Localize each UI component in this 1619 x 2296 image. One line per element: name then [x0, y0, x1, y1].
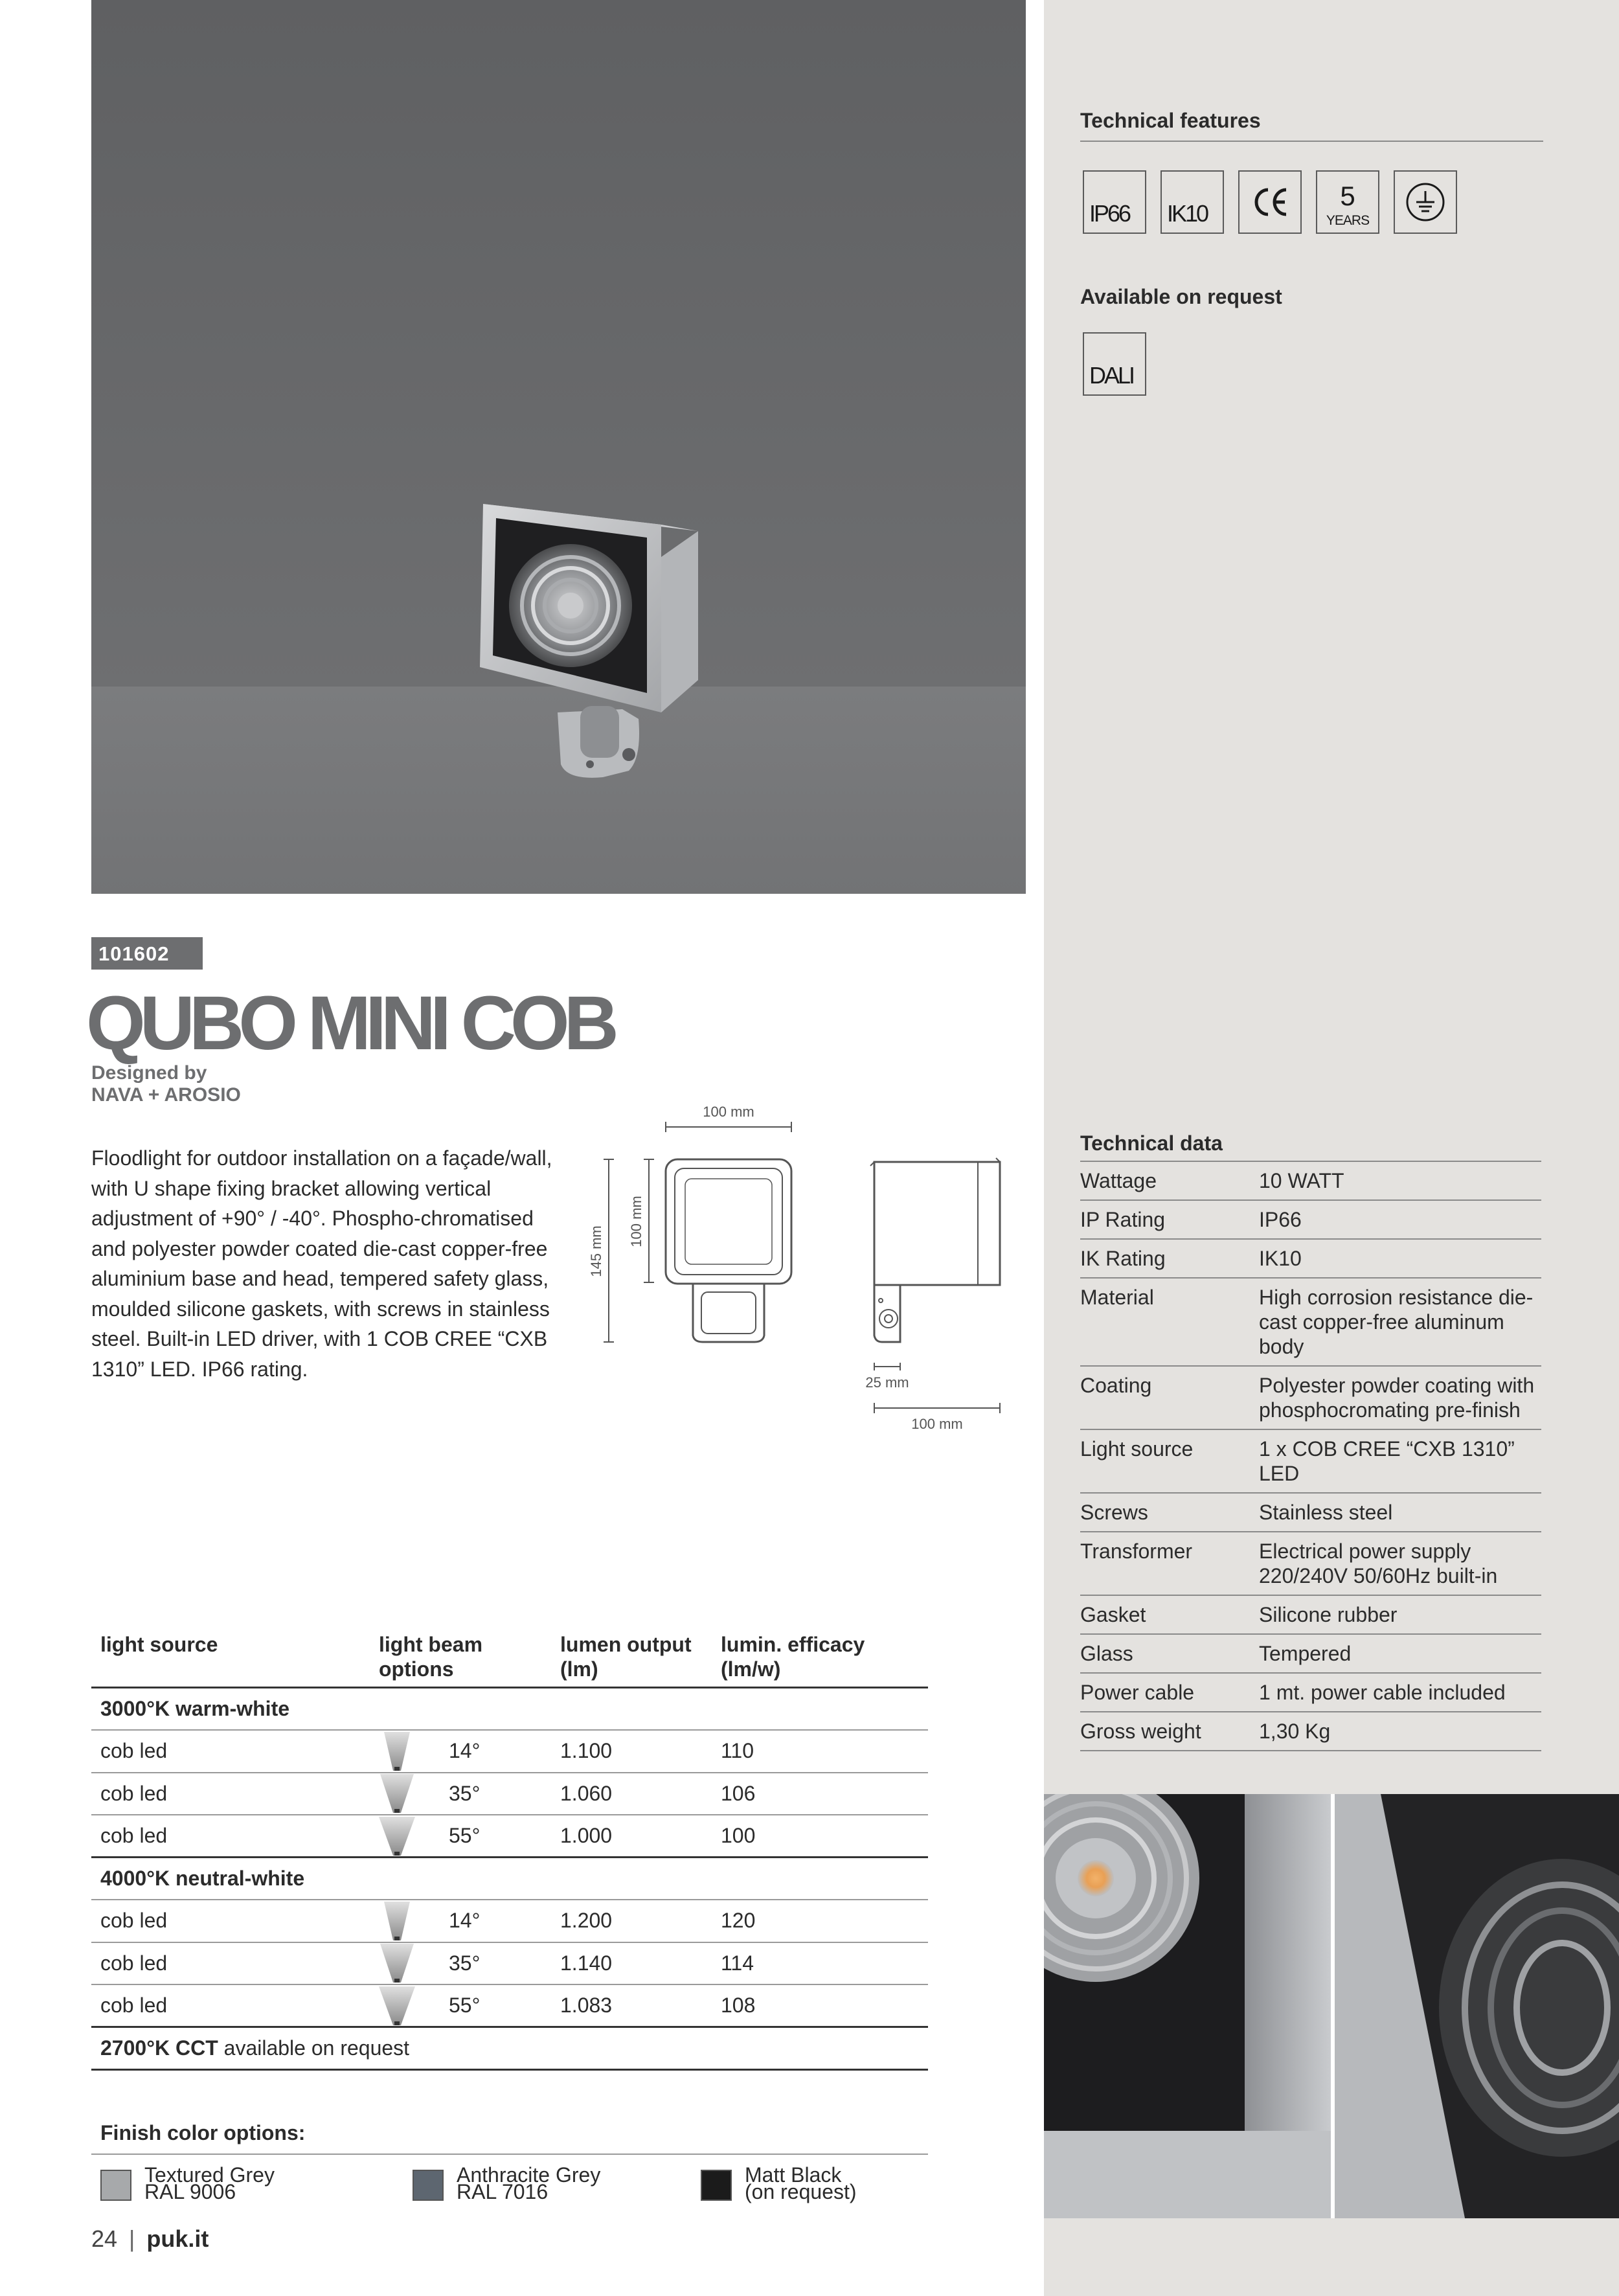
- beam-degree: 35°: [449, 1951, 481, 1975]
- beam-degree: 14°: [449, 1909, 481, 1933]
- narrow-beam-icon: [379, 1732, 415, 1771]
- finish-option-textured-grey: [100, 2163, 275, 2203]
- table-row: [1080, 1712, 1541, 1751]
- dali-badge: DALI: [1083, 332, 1146, 396]
- dim-depth-bracket: 25 mm: [865, 1374, 909, 1391]
- spec-value: Electrical power supply 220/240V 50/60Hz built-in: [1259, 1532, 1541, 1595]
- five-year-warranty-badge: 5 YEARS: [1316, 170, 1379, 234]
- spec-value: High corrosion resistance die-cast copper-free aluminum body: [1259, 1278, 1541, 1366]
- technical-data-table: [1080, 1131, 1541, 1751]
- earth-ground-icon: [1394, 170, 1457, 234]
- page-footer: [91, 2225, 209, 2253]
- spec-value: Polyester powder coating with phosphocromating pre-finish: [1259, 1366, 1541, 1429]
- spec-key: Light source: [1080, 1429, 1259, 1493]
- table-row: [1080, 1366, 1541, 1429]
- cct-note-text: available on request: [218, 2036, 410, 2060]
- spec-key: IP Rating: [1080, 1200, 1259, 1239]
- cell-beam: [370, 1984, 551, 2027]
- spec-key: Gasket: [1080, 1595, 1259, 1634]
- dim-depth-side: 100 mm: [911, 1416, 963, 1432]
- finish-divider: [91, 2154, 928, 2155]
- spec-value: Silicone rubber: [1259, 1595, 1541, 1634]
- group-row-warm: [91, 1688, 928, 1731]
- cell-source: cob led: [91, 1984, 370, 2027]
- spec-key: Glass: [1080, 1634, 1259, 1673]
- footer-separator: |: [129, 2225, 135, 2252]
- beam-degree: 55°: [449, 1824, 481, 1847]
- available-on-request-title: Available on request: [1080, 285, 1282, 308]
- table-row: [1080, 1493, 1541, 1532]
- spec-key: Gross weight: [1080, 1712, 1259, 1751]
- technical-features-title: Technical features: [1080, 109, 1261, 132]
- table-row: [1080, 1532, 1541, 1595]
- spec-value: 1,30 Kg: [1259, 1712, 1541, 1751]
- page-number: 24: [91, 2225, 118, 2252]
- spec-key: Coating: [1080, 1366, 1259, 1429]
- finish-name: Matt Black: [745, 2163, 842, 2187]
- finish-option-matt-black: [701, 2163, 857, 2203]
- table-row: [1080, 1239, 1541, 1278]
- col-header-beam: light beam options: [370, 1626, 551, 1688]
- spec-key: Wattage: [1080, 1161, 1259, 1200]
- cell-efficacy: 114: [712, 1942, 928, 1985]
- spec-value: Stainless steel: [1259, 1493, 1541, 1532]
- col-header-source: light source: [91, 1626, 370, 1688]
- cell-beam: [370, 1942, 551, 1985]
- table-row: [91, 1900, 928, 1942]
- cct-note-bold: 2700°K CCT: [100, 2036, 218, 2060]
- cell-lumen: 1.200: [551, 1900, 712, 1942]
- color-swatch: [413, 2170, 444, 2201]
- ce-mark-icon: [1238, 170, 1302, 234]
- spec-key: IK Rating: [1080, 1239, 1259, 1278]
- spec-key: Screws: [1080, 1493, 1259, 1532]
- cell-efficacy: 110: [712, 1730, 928, 1773]
- finish-option-anthracite-grey: [413, 2163, 601, 2203]
- cell-lumen: 1.000: [551, 1815, 712, 1858]
- technical-data-title: Technical data: [1080, 1131, 1541, 1161]
- ik10-badge: IK10: [1160, 170, 1224, 234]
- table-row: [1080, 1429, 1541, 1493]
- group-label: 3000°K warm-white: [91, 1688, 928, 1731]
- finish-code: RAL 9006: [144, 2180, 236, 2203]
- product-hero-photo: [91, 0, 1026, 894]
- beam-degree: 35°: [449, 1781, 481, 1805]
- designer-names: NAVA + AROSIO: [91, 1084, 241, 1106]
- beam-degree: 55°: [449, 1994, 481, 2017]
- designer-credit: [91, 1062, 241, 1106]
- cell-lumen: 1.060: [551, 1773, 712, 1815]
- cct-note-row: [91, 2027, 928, 2070]
- spec-key: Transformer: [1080, 1532, 1259, 1595]
- group-label: 4000°K neutral-white: [91, 1858, 928, 1900]
- cct-note: [91, 2027, 928, 2070]
- col-header-efficacy: lumin. efficacy (lm/w): [712, 1626, 928, 1688]
- cell-lumen: 1.140: [551, 1942, 712, 1985]
- variants-table: [91, 1626, 928, 2071]
- table-row: [91, 1942, 928, 1985]
- detail-photo-illustration: [1044, 1794, 1619, 2218]
- narrow-beam-icon: [379, 1902, 415, 1940]
- cell-beam: [370, 1730, 551, 1773]
- finish-code: RAL 7016: [457, 2180, 549, 2203]
- dim-height-head: 100 mm: [628, 1196, 644, 1247]
- table-row: [1080, 1634, 1541, 1673]
- wide-beam-icon: [379, 1986, 415, 2025]
- table-row: [1080, 1278, 1541, 1366]
- table-row: [91, 1815, 928, 1858]
- color-swatch: [100, 2170, 131, 2201]
- floodlight-illustration: [91, 0, 1026, 894]
- dim-height-total: 145 mm: [588, 1225, 604, 1277]
- group-row-neutral: [91, 1858, 928, 1900]
- website-link[interactable]: puk.it: [146, 2225, 209, 2252]
- table-row: [91, 1730, 928, 1773]
- finish-name: Textured Grey: [144, 2163, 275, 2187]
- table-row: [91, 1773, 928, 1815]
- wide-beam-icon: [379, 1817, 415, 1856]
- spec-key: Power cable: [1080, 1673, 1259, 1712]
- product-title: QUBO MINI COB: [86, 981, 613, 1066]
- cell-source: cob led: [91, 1900, 370, 1942]
- dim-width-top: 100 mm: [703, 1104, 754, 1120]
- table-row: [1080, 1161, 1541, 1200]
- table-row: [1080, 1200, 1541, 1239]
- spec-value: 1 x COB CREE “CXB 1310” LED: [1259, 1429, 1541, 1493]
- detail-photos: [1044, 1794, 1619, 2218]
- cell-beam: [370, 1900, 551, 1942]
- medium-beam-icon: [379, 1774, 415, 1813]
- cell-beam: [370, 1815, 551, 1858]
- spec-key: Material: [1080, 1278, 1259, 1366]
- dimension-drawing: [570, 1095, 1036, 1444]
- beam-degree: 14°: [449, 1739, 481, 1763]
- spec-value: IK10: [1259, 1239, 1541, 1278]
- finish-code: (on request): [745, 2180, 857, 2203]
- color-swatch: [701, 2170, 732, 2201]
- cell-efficacy: 106: [712, 1773, 928, 1815]
- cell-source: cob led: [91, 1773, 370, 1815]
- product-description: Floodlight for outdoor installation on a façade/wall, with U shape fixing bracket allowing vertical adjustment of +90° / -40°. Phospho-chromatised and polyester powder coated die-cast copper-free aluminium base and head, tempered safety glass, moulded silicone gaskets, with screws in stainless steel. Built-in LED driver, with 1 COB CREE “CXB 1310” LED. IP66 rating.: [91, 1146, 552, 1381]
- certification-badges: [1083, 170, 1457, 234]
- features-divider: [1080, 141, 1543, 142]
- spec-value: Tempered: [1259, 1634, 1541, 1673]
- product-code-badge: 101602: [91, 937, 203, 970]
- spec-value: 1 mt. power cable included: [1259, 1673, 1541, 1712]
- cell-beam: [370, 1773, 551, 1815]
- finish-name: Anthracite Grey: [457, 2163, 601, 2187]
- cell-source: cob led: [91, 1942, 370, 1985]
- cell-efficacy: 108: [712, 1984, 928, 2027]
- table-row: [1080, 1595, 1541, 1634]
- cell-efficacy: 100: [712, 1815, 928, 1858]
- table-row: [91, 1984, 928, 2027]
- spec-value: 10 WATT: [1259, 1161, 1541, 1200]
- table-row: [1080, 1673, 1541, 1712]
- cell-lumen: 1.083: [551, 1984, 712, 2027]
- cell-source: cob led: [91, 1730, 370, 1773]
- variants-header-row: [91, 1626, 928, 1688]
- cell-lumen: 1.100: [551, 1730, 712, 1773]
- cell-efficacy: 120: [712, 1900, 928, 1942]
- col-header-lumen: lumen output (lm): [551, 1626, 712, 1688]
- ip66-badge: IP66: [1083, 170, 1146, 234]
- designed-by-label: Designed by: [91, 1062, 207, 1084]
- medium-beam-icon: [379, 1944, 415, 1983]
- finish-title: Finish color options:: [100, 2121, 306, 2144]
- spec-value: IP66: [1259, 1200, 1541, 1239]
- cell-source: cob led: [91, 1815, 370, 1858]
